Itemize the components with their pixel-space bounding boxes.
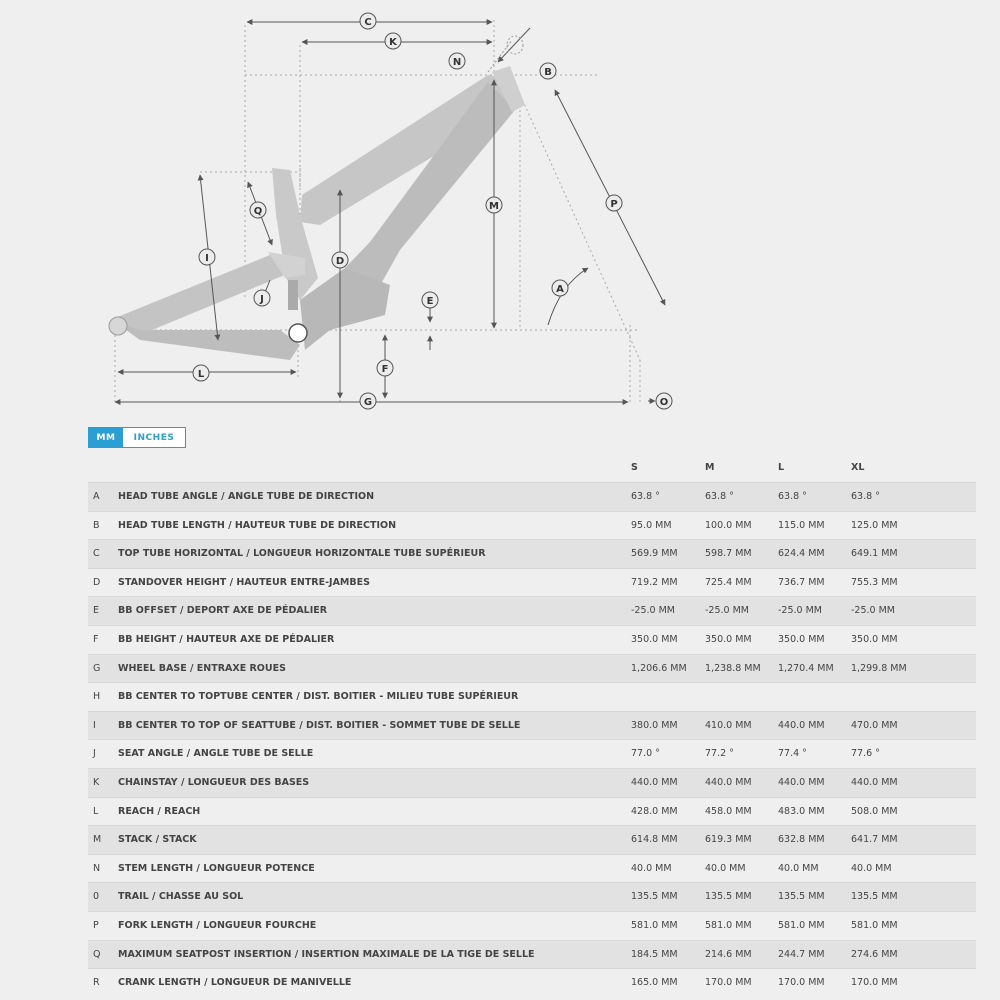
row-letter: N bbox=[93, 862, 101, 874]
row-value-s: 184.5 MM bbox=[631, 948, 678, 960]
row-value-m: 40.0 MM bbox=[705, 862, 746, 874]
row-value-l: 1,270.4 MM bbox=[778, 662, 834, 674]
size-header-m: M bbox=[705, 462, 715, 473]
row-value-m: 77.2 ° bbox=[705, 748, 734, 760]
shock bbox=[288, 280, 298, 310]
table-row bbox=[88, 625, 976, 654]
row-letter: C bbox=[93, 548, 100, 560]
rear-dropout bbox=[109, 317, 127, 335]
row-value-m: 410.0 MM bbox=[705, 719, 752, 731]
bike-frame bbox=[109, 66, 525, 360]
table-row bbox=[88, 711, 976, 740]
row-value-l: -25.0 MM bbox=[778, 605, 822, 617]
row-value-xl: 649.1 MM bbox=[851, 548, 898, 560]
row-value-s: 350.0 MM bbox=[631, 633, 678, 645]
row-label: STANDOVER HEIGHT / HAUTEUR ENTRE-JAMBES bbox=[118, 576, 370, 588]
row-value-xl: 1,299.8 MM bbox=[851, 662, 907, 674]
row-label: STACK / STACK bbox=[118, 834, 197, 846]
row-value-l: 350.0 MM bbox=[778, 633, 825, 645]
row-value-m: 100.0 MM bbox=[705, 519, 752, 531]
row-label: HEAD TUBE ANGLE / ANGLE TUBE DE DIRECTION bbox=[118, 491, 375, 502]
row-value-l: 483.0 MM bbox=[778, 805, 825, 817]
row-letter: K bbox=[93, 776, 100, 788]
row-letter: I bbox=[93, 719, 96, 731]
table-row bbox=[88, 968, 976, 997]
table-row bbox=[88, 911, 976, 940]
row-label: TRAIL / CHASSE AU SOL bbox=[118, 891, 244, 903]
table-row bbox=[88, 940, 976, 969]
row-label: HEAD TUBE LENGTH / HAUTEUR TUBE DE DIRECTION bbox=[118, 519, 397, 531]
svg-text:G: G bbox=[363, 397, 373, 408]
row-letter: Q bbox=[93, 948, 101, 960]
row-value-s: 719.2 MM bbox=[631, 576, 678, 588]
table-row bbox=[88, 854, 976, 883]
table-row bbox=[88, 568, 976, 597]
row-value-m: 440.0 MM bbox=[705, 776, 752, 788]
row-value-m: 1,238.8 MM bbox=[705, 662, 761, 674]
row-label: BB CENTER TO TOP OF SEATTUBE / DIST. BOITIER - SOMMET TUBE DE SELLE bbox=[118, 719, 521, 731]
marker-q bbox=[250, 202, 266, 218]
row-letter: M bbox=[93, 834, 102, 846]
marker-b bbox=[540, 63, 556, 79]
marker-e bbox=[422, 292, 438, 308]
svg-text:D: D bbox=[335, 256, 345, 267]
row-value-l: 624.4 MM bbox=[778, 548, 825, 560]
svg-text:E: E bbox=[426, 296, 434, 307]
row-value-xl: 755.3 MM bbox=[851, 576, 898, 588]
row-letter: 0 bbox=[93, 891, 100, 903]
row-label: CHAINSTAY / LONGUEUR DES BASES bbox=[118, 776, 310, 788]
row-value-s: 1,206.6 MM bbox=[631, 662, 687, 674]
row-value-xl: 274.6 MM bbox=[851, 948, 898, 960]
marker-d bbox=[332, 252, 348, 268]
row-value-s: 165.0 MM bbox=[631, 977, 678, 989]
row-value-l: 115.0 MM bbox=[778, 519, 825, 531]
row-value-l: 581.0 MM bbox=[778, 919, 825, 931]
bottom-bracket-shell bbox=[289, 324, 307, 342]
row-value-m: 598.7 MM bbox=[705, 548, 752, 560]
size-header-xl: XL bbox=[851, 462, 865, 473]
marker-k bbox=[193, 365, 209, 381]
row-value-m: 63.8 ° bbox=[705, 491, 734, 502]
row-label: REACH / REACH bbox=[118, 805, 201, 817]
unit-toggle bbox=[88, 427, 186, 448]
row-value-xl: 125.0 MM bbox=[851, 519, 898, 531]
svg-text:M: M bbox=[489, 201, 499, 212]
row-value-xl: 135.5 MM bbox=[851, 891, 898, 903]
table-row bbox=[88, 654, 976, 683]
table-row bbox=[88, 596, 976, 625]
svg-text:P: P bbox=[610, 199, 618, 210]
row-value-xl: 440.0 MM bbox=[851, 776, 898, 788]
marker-c bbox=[360, 13, 376, 29]
row-value-s: 77.0 ° bbox=[631, 748, 660, 760]
row-value-s: 428.0 MM bbox=[631, 805, 678, 817]
row-value-xl: 508.0 MM bbox=[851, 805, 898, 817]
marker-l bbox=[385, 33, 401, 49]
row-label: TOP TUBE HORIZONTAL / LONGUEUR HORIZONTALE TUBE SUPÉRIEUR bbox=[118, 548, 486, 560]
row-letter: E bbox=[93, 605, 100, 617]
row-label: BB CENTER TO TOPTUBE CENTER / DIST. BOITIER - MILIEU TUBE SUPÉRIEUR bbox=[118, 691, 519, 703]
row-letter: H bbox=[93, 691, 101, 703]
row-label: SEAT ANGLE / ANGLE TUBE DE SELLE bbox=[118, 748, 314, 760]
row-value-xl: 40.0 MM bbox=[851, 862, 892, 874]
row-value-m: -25.0 MM bbox=[705, 605, 749, 617]
table-row bbox=[88, 539, 976, 568]
row-label: BB HEIGHT / HAUTEUR AXE DE PÉDALIER bbox=[118, 633, 335, 645]
marker-g bbox=[360, 393, 376, 409]
row-value-l: 440.0 MM bbox=[778, 776, 825, 788]
row-value-s: 380.0 MM bbox=[631, 719, 678, 731]
row-value-xl: 470.0 MM bbox=[851, 719, 898, 731]
marker-f bbox=[377, 360, 393, 376]
row-letter: F bbox=[93, 633, 99, 645]
row-value-s: 440.0 MM bbox=[631, 776, 678, 788]
row-label: STEM LENGTH / LONGUEUR POTENCE bbox=[118, 862, 315, 874]
row-label: MAXIMUM SEATPOST INSERTION / INSERTION MAXIMALE DE LA TIGE DE SELLE bbox=[118, 948, 535, 960]
row-label: WHEEL BASE / ENTRAXE ROUES bbox=[118, 662, 286, 674]
row-letter: A bbox=[93, 491, 100, 502]
row-value-m: 619.3 MM bbox=[705, 834, 752, 846]
row-value-s: 569.9 MM bbox=[631, 548, 678, 560]
geometry-diagram bbox=[0, 0, 1000, 420]
svg-text:L: L bbox=[197, 369, 205, 380]
row-value-s: 63.8 ° bbox=[631, 491, 660, 502]
row-value-xl: 641.7 MM bbox=[851, 834, 898, 846]
table-row bbox=[88, 739, 976, 768]
row-value-xl: 581.0 MM bbox=[851, 919, 898, 931]
row-label: CRANK LENGTH / LONGUEUR DE MANIVELLE bbox=[118, 977, 352, 989]
table-row bbox=[88, 511, 976, 540]
row-value-xl: 350.0 MM bbox=[851, 633, 898, 645]
row-value-l: 440.0 MM bbox=[778, 719, 825, 731]
unit-mm-button[interactable]: MM bbox=[89, 428, 123, 447]
table-row bbox=[88, 825, 976, 854]
row-value-l: 170.0 MM bbox=[778, 977, 825, 989]
marker-m bbox=[486, 197, 502, 213]
marker-n bbox=[449, 53, 465, 69]
marker-o bbox=[648, 393, 672, 409]
svg-text:N: N bbox=[452, 57, 462, 68]
row-letter: R bbox=[93, 977, 100, 989]
svg-text:K: K bbox=[389, 37, 397, 48]
unit-inches-button[interactable]: INCHES bbox=[123, 428, 185, 447]
table-row bbox=[88, 797, 976, 826]
row-value-l: 244.7 MM bbox=[778, 948, 825, 960]
svg-text:C: C bbox=[364, 17, 372, 28]
row-value-m: 350.0 MM bbox=[705, 633, 752, 645]
svg-text:Q: Q bbox=[253, 206, 263, 217]
row-value-xl: 77.6 ° bbox=[851, 748, 880, 760]
row-letter: B bbox=[93, 519, 100, 531]
marker-i bbox=[199, 249, 215, 265]
row-value-s: 135.5 MM bbox=[631, 891, 678, 903]
row-value-l: 40.0 MM bbox=[778, 862, 819, 874]
row-value-m: 458.0 MM bbox=[705, 805, 752, 817]
size-header-l: L bbox=[778, 462, 785, 473]
row-value-xl: 170.0 MM bbox=[851, 977, 898, 989]
svg-text:F: F bbox=[381, 364, 389, 375]
svg-text:I: I bbox=[205, 253, 209, 264]
marker-a bbox=[552, 280, 568, 296]
row-value-l: 77.4 ° bbox=[778, 748, 807, 760]
row-value-l: 632.8 MM bbox=[778, 834, 825, 846]
table-row bbox=[88, 768, 976, 797]
row-label: BB OFFSET / DEPORT AXE DE PÉDALIER bbox=[118, 605, 328, 617]
size-header-s: S bbox=[631, 462, 638, 473]
row-value-s: 614.8 MM bbox=[631, 834, 678, 846]
row-value-m: 214.6 MM bbox=[705, 948, 752, 960]
marker-j bbox=[254, 290, 270, 306]
table-row bbox=[88, 882, 976, 911]
row-value-s: 40.0 MM bbox=[631, 862, 672, 874]
row-value-l: 63.8 ° bbox=[778, 491, 807, 502]
row-value-l: 135.5 MM bbox=[778, 891, 825, 903]
row-value-m: 135.5 MM bbox=[705, 891, 752, 903]
size-header-row bbox=[0, 460, 1000, 476]
row-value-s: 581.0 MM bbox=[631, 919, 678, 931]
guide-lines bbox=[110, 20, 640, 405]
table-row bbox=[88, 482, 976, 511]
svg-text:B: B bbox=[544, 67, 552, 78]
svg-text:O: O bbox=[659, 397, 669, 408]
row-value-xl: 63.8 ° bbox=[851, 491, 880, 502]
row-value-xl: -25.0 MM bbox=[851, 605, 895, 617]
row-letter: G bbox=[93, 662, 101, 674]
row-letter: D bbox=[93, 576, 101, 588]
marker-p bbox=[606, 195, 622, 211]
row-letter: P bbox=[93, 919, 99, 931]
row-value-s: 95.0 MM bbox=[631, 519, 672, 531]
svg-text:A: A bbox=[556, 284, 564, 295]
table-row bbox=[88, 682, 976, 711]
row-label: FORK LENGTH / LONGUEUR FOURCHE bbox=[118, 919, 317, 931]
svg-text:J: J bbox=[260, 294, 264, 305]
row-letter: L bbox=[93, 805, 99, 817]
row-value-m: 581.0 MM bbox=[705, 919, 752, 931]
row-letter: J bbox=[93, 748, 96, 760]
geometry-table bbox=[88, 482, 976, 997]
row-value-m: 725.4 MM bbox=[705, 576, 752, 588]
row-value-l: 736.7 MM bbox=[778, 576, 825, 588]
row-value-s: -25.0 MM bbox=[631, 605, 675, 617]
row-value-m: 170.0 MM bbox=[705, 977, 752, 989]
